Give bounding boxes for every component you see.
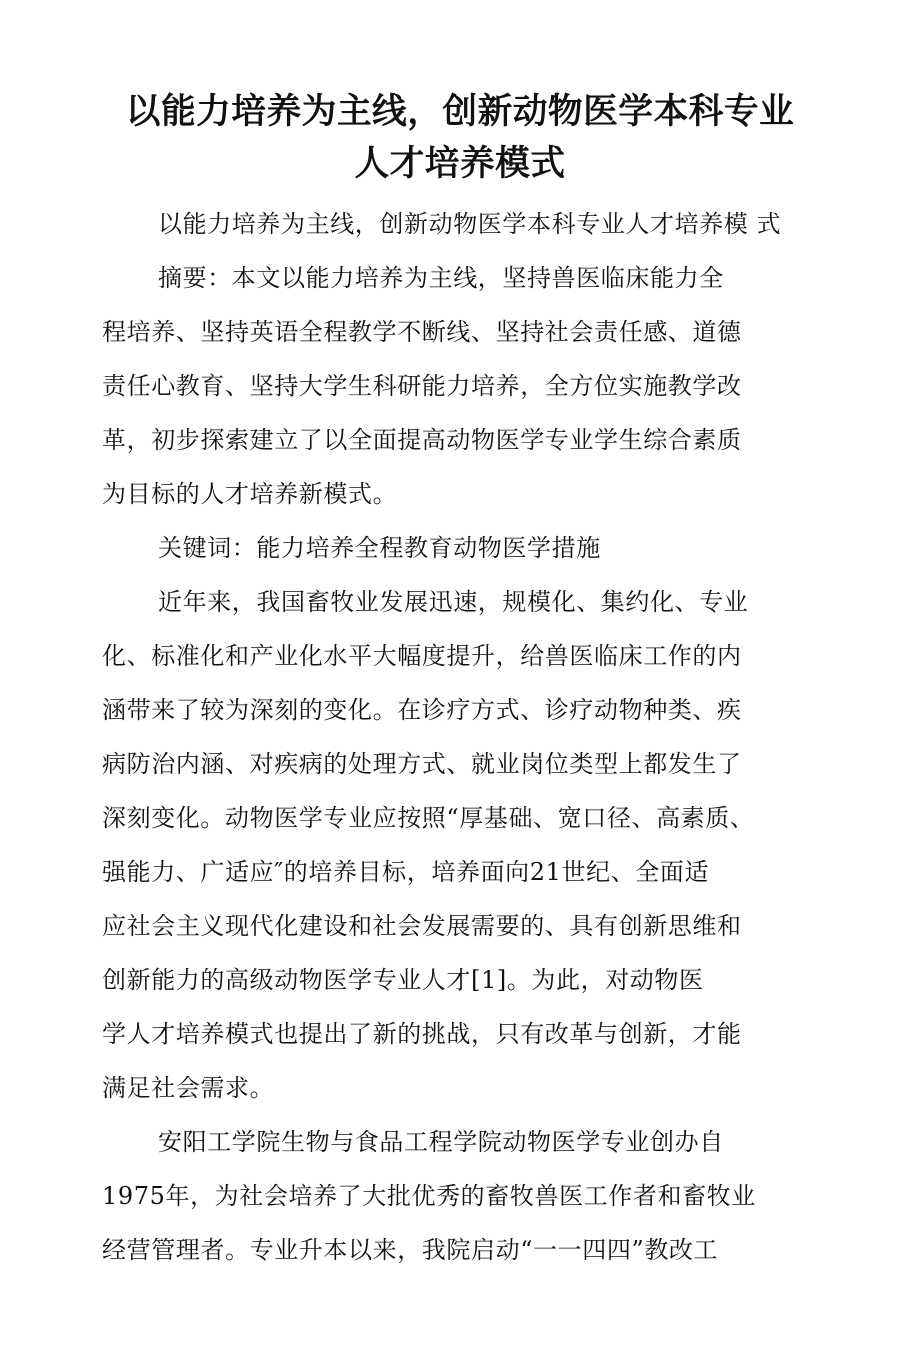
paragraph-line: 满足社会需求。 — [102, 1074, 275, 1102]
paragraph-line: 安阳工学院生物与食品工程学院动物医学专业创办自 — [158, 1128, 724, 1156]
paragraph-line: 病防治内涵、对疾病的处理方式、就业岗位类型上都发生了 — [102, 750, 742, 778]
paragraph-line: 1975年，为社会培养了大批优秀的畜牧兽医工作者和畜牧业 — [102, 1182, 756, 1210]
paragraph-line: 应社会主义现代化建设和社会发展需要的、具有创新思维和 — [102, 912, 742, 940]
document-title-line-1: 以能力培养为主线，创新动物医学本科专业 — [125, 92, 795, 132]
paragraph-line: 学人才培养模式也提出了新的挑战，只有改革与创新，才能 — [102, 1020, 742, 1048]
abstract-line: 革，初步探索建立了以全面提高动物医学专业学生综合素质 — [102, 426, 742, 454]
paragraph-line: 深刻变化。动物医学专业应按照“厚基础、宽口径、高素质、 — [102, 804, 755, 832]
paragraph-line: 近年来，我国畜牧业发展迅速，规模化、集约化、专业 — [158, 588, 749, 616]
abstract-line: 为目标的人才培养新模式。 — [102, 480, 398, 508]
abstract-line: 摘要：本文以能力培养为主线，坚持兽医临床能力全 — [158, 264, 724, 292]
document-title-line-2: 人才培养模式 — [354, 144, 566, 184]
paragraph-line: 涵带来了较为深刻的变化。在诊疗方式、诊疗动物种类、疾 — [102, 696, 742, 724]
abstract-line: 责任心教育、坚持大学生科研能力培养，全方位实施教学改 — [102, 372, 742, 400]
keywords: 关键词：能力培养全程教育动物医学措施 — [158, 534, 601, 562]
paragraph-line: 强能力、广适应″的培养目标，培养面向21世纪、全面适 — [102, 858, 710, 886]
paragraph-line: 化、标准化和产业化水平大幅度提升，给兽医临床工作的内 — [102, 642, 742, 670]
abstract-line: 程培养、坚持英语全程教学不断线、坚持社会责任感、道德 — [102, 318, 742, 346]
subtitle: 以能力培养为主线，创新动物医学本科专业人才培养模 式 — [158, 210, 782, 238]
paragraph-line: 经营管理者。专业升本以来，我院启动“一一四四”教改工 — [102, 1236, 719, 1264]
paragraph-line: 创新能力的高级动物医学专业人才[1]。为此，对动物医 — [102, 966, 704, 994]
